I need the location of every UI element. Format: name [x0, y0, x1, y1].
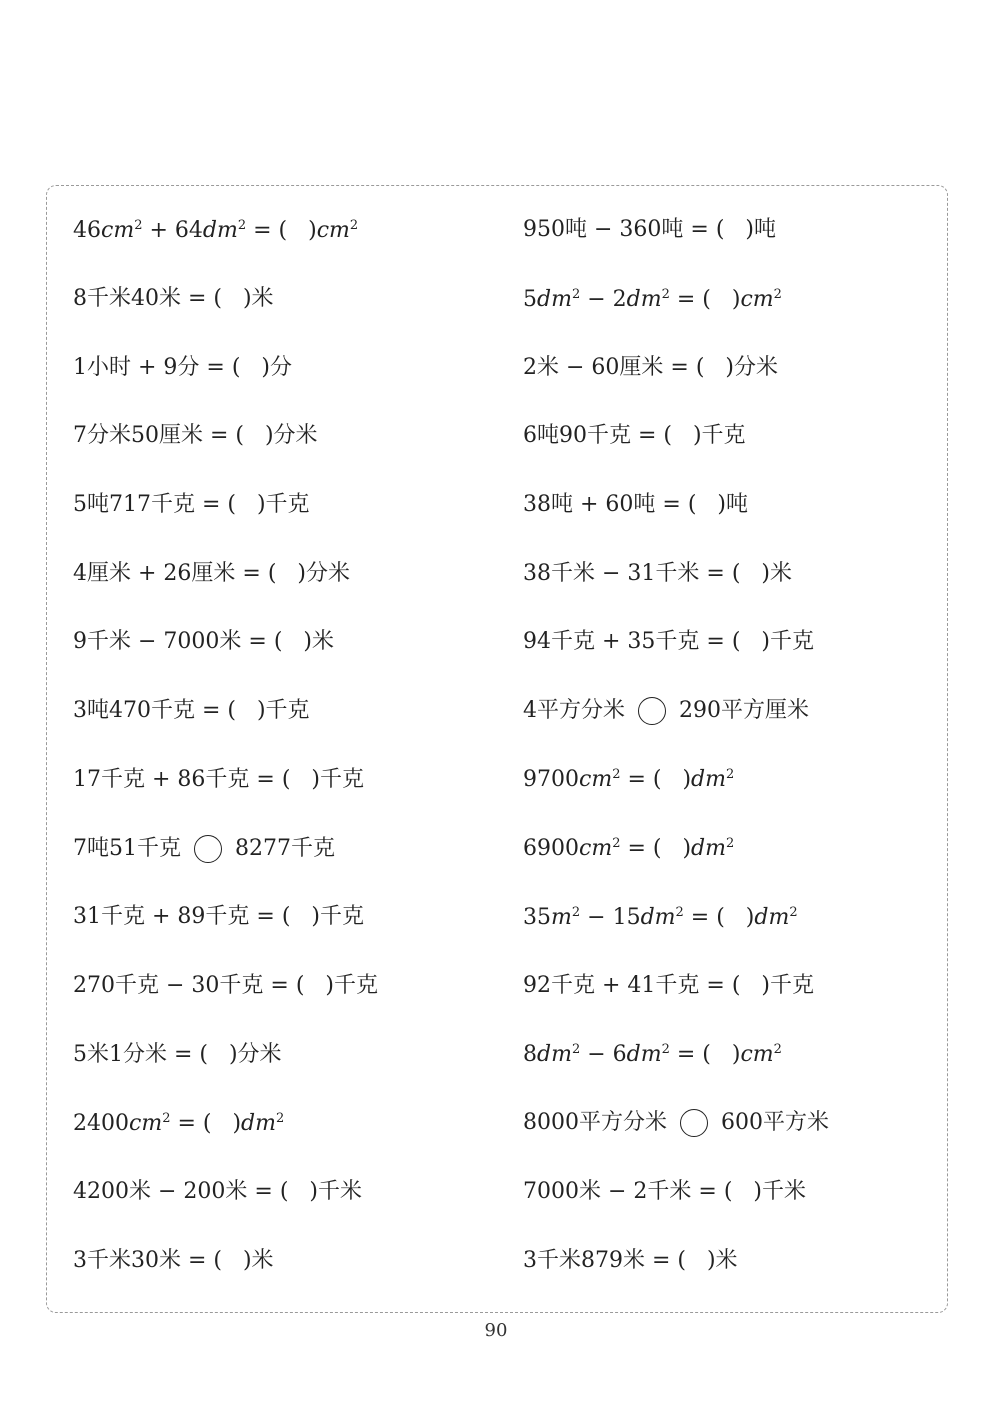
- problem-row: 1小时 + 9分 = ( )分: [73, 354, 292, 380]
- right-column: [523, 186, 829, 1295]
- problem-row: $9700cm^2$ = ( )$dm^2$: [523, 767, 735, 793]
- problem-row: $35m^2 - 15dm^2$ = ( )$dm^2$: [523, 904, 798, 930]
- problem-row: 5吨717千克 = ( )千克: [73, 492, 310, 518]
- problem-row: $6900cm^2$ = ( )$dm^2$: [523, 836, 735, 862]
- problem-row: 8千米40米 = ( )米: [73, 286, 274, 312]
- page-number: 90: [484, 1320, 508, 1341]
- problem-row: 31千克 + 89千克 = ( )千克: [73, 904, 364, 930]
- problem-row: 38千米 − 31千米 = ( )米: [523, 560, 792, 586]
- problem-row: 38吨 + 60吨 = ( )吨: [523, 492, 748, 518]
- problem-row: $2400cm^2$ = ( )$dm^2$: [73, 1110, 285, 1136]
- problem-row: 950吨 − 360吨 = ( )吨: [523, 217, 776, 243]
- problem-row: 3千米30米 = ( )米: [73, 1247, 274, 1273]
- problem-row: 3吨470千克 = ( )千克: [73, 698, 310, 724]
- problem-row: 92千克 + 41千克 = ( )千克: [523, 972, 814, 998]
- problem-row: 4厘米 + 26厘米 = ( )分米: [73, 560, 350, 586]
- problem-row: 270千克 − 30千克 = ( )千克: [73, 972, 378, 998]
- problem-row: 7分米50厘米 = ( )分米: [73, 423, 318, 449]
- comparison-circle[interactable]: [638, 697, 666, 725]
- problem-row: 4平方分米 290平方厘米: [523, 698, 809, 724]
- problem-row: 3千米879米 = ( )米: [523, 1247, 738, 1273]
- problem-row: $5dm^2 - 2dm^2$ = ( )$cm^2$: [523, 286, 782, 312]
- problem-row: 7吨51千克 8277千克: [73, 835, 335, 861]
- problem-row: 9千米 − 7000米 = ( )米: [73, 629, 334, 655]
- problem-row: 7000米 − 2千米 = ( )千米: [523, 1178, 806, 1204]
- left-column: [73, 186, 378, 1295]
- problem-row: 4200米 − 200米 = ( )千米: [73, 1178, 362, 1204]
- problem-row: 5米1分米 = ( )分米: [73, 1041, 282, 1067]
- problem-row: 17千克 + 86千克 = ( )千克: [73, 766, 364, 792]
- problem-row: $46cm^2 + 64dm^2$ = ( )$cm^2$: [73, 217, 359, 243]
- problem-row: 6吨90千克 = ( )千克: [523, 423, 746, 449]
- problem-row: 2米 − 60厘米 = ( )分米: [523, 354, 778, 380]
- problem-row: $8dm^2 - 6dm^2$ = ( )$cm^2$: [523, 1042, 782, 1068]
- comparison-circle[interactable]: [680, 1109, 708, 1137]
- worksheet-box: [46, 185, 948, 1313]
- comparison-circle[interactable]: [194, 835, 222, 863]
- problem-row: 94千克 + 35千克 = ( )千克: [523, 629, 814, 655]
- problem-row: 8000平方分米 600平方米: [523, 1110, 829, 1136]
